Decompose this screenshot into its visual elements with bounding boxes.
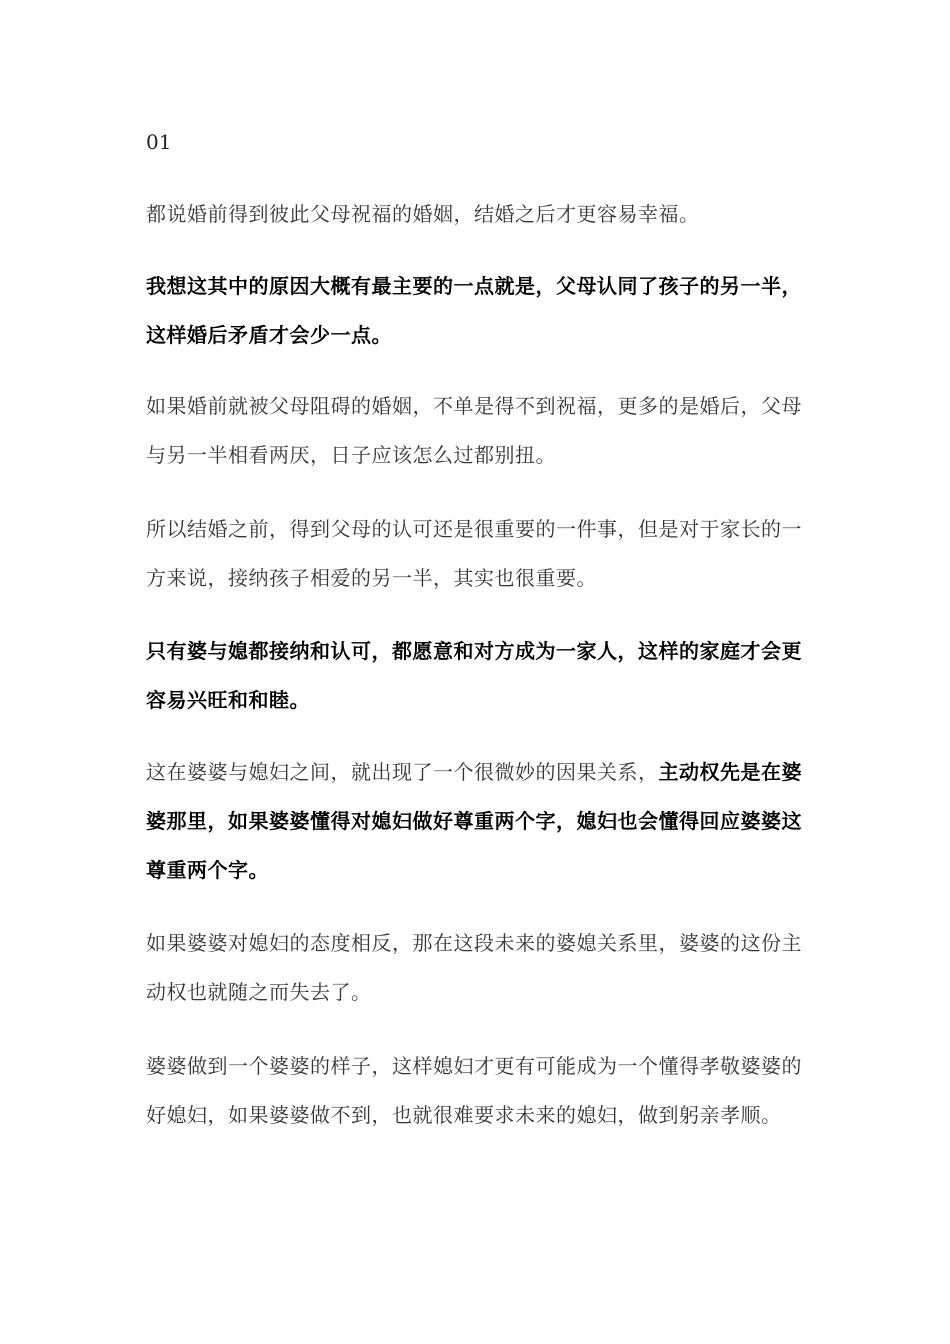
paragraph-5-bold: 只有婆与媳都接纳和认可，都愿意和对方成为一家人，这样的家庭才会更容易兴旺和和睦。 xyxy=(146,639,802,712)
paragraph-6-bold-text: 主动权先是在婆婆那里，如果婆婆懂得对媳妇做好尊重两个字，媳妇也会懂得回应婆婆这尊重两个字。 xyxy=(146,760,802,882)
paragraph-2-bold: 我想这其中的原因大概有最主要的一点就是，父母认同了孩子的另一半，这样婚后矛盾才会少一点。 xyxy=(146,274,802,347)
section-number: 01 xyxy=(146,130,172,154)
paragraph-3: 如果婚前就被父母阻碍的婚姻，不单是得不到祝福，更多的是婚后，父母与另一半相看两厌，日子应该怎么过都别扭。 xyxy=(146,394,802,467)
paragraph-4: 所以结婚之前，得到父母的认可还是很重要的一件事，但是对于家长的一方来说，接纳孩子相爱的另一半，其实也很重要。 xyxy=(146,517,802,590)
paragraph-7: 如果婆婆对媳妇的态度相反，那在这段未来的婆媳关系里，婆婆的这份主动权也就随之而失去了。 xyxy=(146,931,802,1004)
paragraph-1: 都说婚前得到彼此父母祝福的婚姻，结婚之后才更容易幸福。 xyxy=(146,202,700,226)
paragraph-6-normal-text: 这在婆婆与媳妇之间，就出现了一个很微妙的因果关系， xyxy=(146,760,659,784)
paragraph-8: 婆婆做到一个婆婆的样子，这样媳妇才更有可能成为一个懂得孝敬婆婆的好媳妇，如果婆婆做不到，也就很难要求未来的媳妇，做到躬亲孝顺。 xyxy=(146,1054,802,1127)
paragraph-6 xyxy=(146,748,816,895)
